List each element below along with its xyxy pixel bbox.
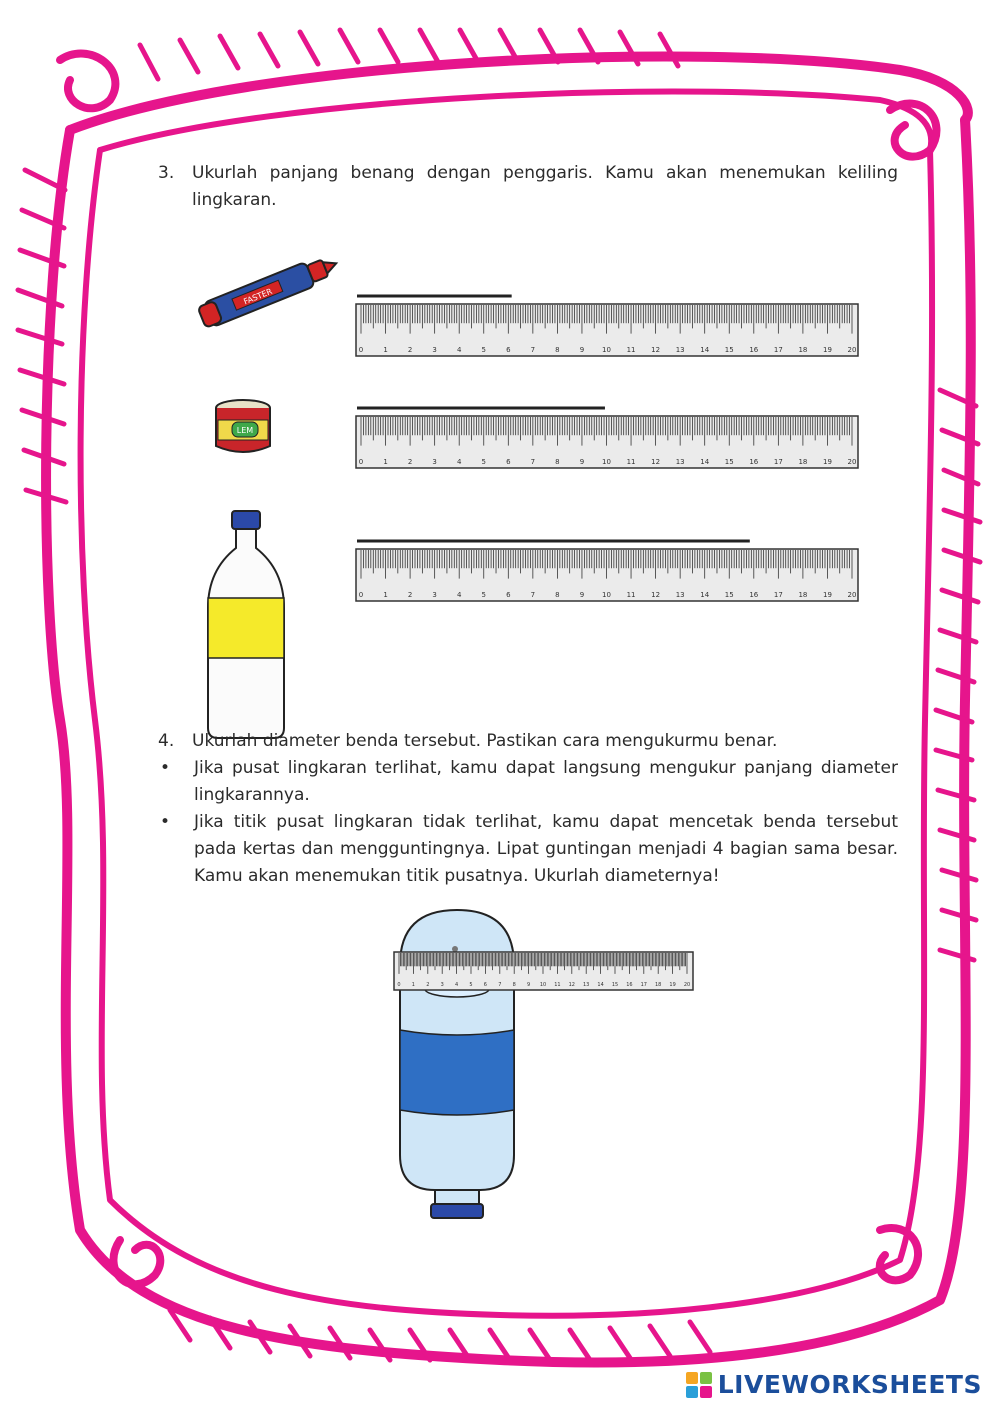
ruler-tick-label: 12 [651,591,661,599]
question-text: Ukurlah diameter benda tersebut. Pastikan cara mengukurmu benar. [192,731,778,751]
ruler-row-2 [355,402,860,470]
ruler-tick-label: 10 [602,346,611,354]
ruler-tick-label: 19 [822,458,832,466]
ruler-tick-label: 9 [579,591,585,599]
ruler [393,950,695,992]
ruler-tick-label: 11 [626,346,636,354]
glue-label: LEM [236,426,254,435]
diameter-ruler [393,950,695,992]
ruler-tick-label: 9 [579,458,585,466]
ruler-tick-label: 10 [539,982,547,988]
ruler-tick-label: 13 [583,982,590,988]
ruler-tick-label: 8 [555,591,560,599]
glue-can-icon [212,398,276,460]
ruler-tick-label: 1 [383,346,388,354]
ruler-tick-label: 6 [506,458,511,466]
ruler-tick-label: 17 [640,982,647,988]
ruler [355,290,860,358]
question-text: Ukurlah panjang benang dengan penggaris. Kamu akan menemukan keliling lingkaran. [192,163,898,210]
ruler-tick-label: 8 [555,458,560,466]
ruler-tick-label: 0 [397,982,401,988]
question-3 [158,160,898,214]
ruler-tick-label: 2 [407,346,413,354]
ruler-tick-label: 7 [530,346,536,354]
ruler-tick-label: 15 [724,591,734,599]
brand-text: LIVEWORKSHEETS [717,1370,982,1399]
ruler-tick-label: 17 [773,346,783,354]
ruler-tick-label: 19 [822,591,832,599]
ruler-tick-label: 16 [626,982,633,988]
ruler-tick-label: 2 [407,458,413,466]
ruler-tick-label: 6 [506,346,511,354]
ruler-tick-label: 3 [432,346,437,354]
ruler-tick-label: 15 [611,982,619,988]
ruler-tick-label: 12 [568,982,575,988]
ruler-tick-label: 20 [683,982,691,988]
ruler-tick-label: 11 [554,982,561,988]
brand-footer [686,1370,982,1399]
ruler-tick-label: 13 [675,458,685,466]
ruler-tick-label: 0 [358,458,364,466]
ruler-tick-label: 13 [675,591,685,599]
bullet-text: Jika titik pusat lingkaran tidak terlihat, kamu dapat mencetak benda tersebut pada kertas dan mengguntingnya. Lipat guntingan menjadi 4 bagian sama besar. Kamu akan menemukan titik pusatnya. Ukurlah diameternya! [194,812,898,886]
ruler-tick-label: 3 [432,591,437,599]
ruler-tick-label: 14 [700,591,710,599]
ruler-tick-label: 7 [530,458,536,466]
ruler-tick-label: 7 [498,982,502,988]
ruler [355,535,860,603]
ruler-tick-label: 18 [798,591,808,599]
ruler-tick-label: 20 [847,346,857,354]
ruler-tick-label: 1 [383,458,388,466]
ruler-tick-label: 14 [700,346,710,354]
ruler-tick-label: 16 [749,591,759,599]
ruler-tick-label: 4 [456,591,462,599]
ruler-tick-label: 10 [602,591,611,599]
ruler-tick-label: 8 [512,982,516,988]
ruler-tick-label: 20 [847,458,857,466]
ruler [355,402,860,470]
ruler-tick-label: 10 [602,458,611,466]
ruler-tick-label: 14 [597,982,604,988]
ruler-tick-label: 15 [724,346,734,354]
ruler-tick-label: 9 [527,982,531,988]
ruler-tick-label: 14 [700,458,710,466]
bottle-icon [200,508,290,743]
ruler-tick-label: 2 [407,591,413,599]
ruler-tick-label: 16 [749,458,759,466]
ruler-tick-label: 18 [798,346,808,354]
ruler-tick-label: 3 [440,982,444,988]
ruler-tick-label: 6 [506,591,511,599]
question-number: 4. [158,731,175,751]
ruler-tick-label: 17 [773,591,783,599]
ruler-tick-label: 8 [555,346,560,354]
ruler-tick-label: 1 [411,982,415,988]
ruler-row-3 [355,535,860,603]
ruler-tick-label: 15 [724,458,734,466]
bullet-dot: • [160,758,171,778]
question-4 [158,728,898,890]
ruler-tick-label: 4 [456,346,462,354]
ruler-tick-label: 12 [651,458,661,466]
ruler-tick-label: 4 [455,982,459,988]
ruler-tick-label: 18 [798,458,808,466]
ruler-tick-label: 16 [749,346,759,354]
brand-logo-icon [686,1372,712,1398]
ruler-tick-label: 5 [481,591,486,599]
marker-label: FASTER [242,286,274,307]
bullet-dot: • [160,812,171,832]
ruler-tick-label: 1 [383,591,388,599]
question-number: 3. [158,163,175,183]
ruler-tick-label: 19 [669,982,676,988]
ruler-tick-label: 5 [481,458,486,466]
ruler-tick-label: 7 [530,591,536,599]
ruler-tick-label: 9 [579,346,585,354]
marker-icon [190,240,345,335]
ruler-tick-label: 6 [483,982,487,988]
ruler-tick-label: 4 [456,458,462,466]
ruler-tick-label: 12 [651,346,661,354]
ruler-tick-label: 2 [426,982,430,988]
bullet-text: Jika pusat lingkaran terlihat, kamu dapat langsung mengukur panjang diameter lingkarannya. [194,758,898,805]
ruler-tick-label: 3 [432,458,437,466]
ruler-tick-label: 18 [655,982,662,988]
ruler-tick-label: 11 [626,458,636,466]
ruler-tick-label: 17 [773,458,783,466]
ruler-tick-label: 5 [469,982,473,988]
ruler-row-1 [355,290,860,358]
ruler-tick-label: 0 [358,591,364,599]
ruler-tick-label: 20 [847,591,857,599]
ruler-tick-label: 19 [822,346,832,354]
ruler-tick-label: 5 [481,346,486,354]
ruler-tick-label: 11 [626,591,636,599]
ruler-tick-label: 13 [675,346,685,354]
ruler-tick-label: 0 [358,346,364,354]
